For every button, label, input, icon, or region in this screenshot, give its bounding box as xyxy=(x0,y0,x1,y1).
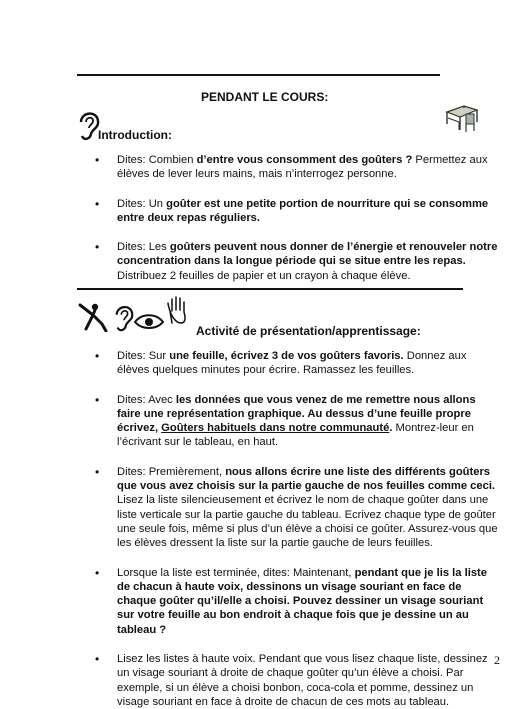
eye-icon xyxy=(134,314,164,330)
text-run: Dites: Un xyxy=(117,197,167,210)
stretching-figure-icon xyxy=(78,302,108,332)
bold-text-run: d’entre vous consomment des goûters ? xyxy=(196,154,413,166)
text-run: Dites: Les xyxy=(117,241,170,254)
intro-heading: Introduction: xyxy=(98,128,172,142)
bold-text-run: goûters peuvent nous donner de l’énergie et renouveler notre concentration dans la longue période qui se situe entre les repas. xyxy=(117,241,498,268)
text-run: Dites: Premièrement, xyxy=(117,465,226,478)
middle-rule xyxy=(77,288,463,290)
bullet-item xyxy=(117,153,499,182)
bullet-item xyxy=(117,240,499,283)
ear-icon xyxy=(113,302,135,333)
bullet-item xyxy=(117,652,501,709)
top-rule xyxy=(77,74,440,76)
bullet-item xyxy=(117,465,501,551)
intro-bullet-list xyxy=(117,153,499,283)
bold-text-run: goûter est une petite portion de nourriture qui se consomme entre deux repas réguliers. xyxy=(117,197,489,224)
text-run: Dites: Combien xyxy=(117,154,197,166)
text-run: Lisez la liste silencieusement et écrivez le nom de chaque goûter dans une liste verticale sur la partie gauche du tableau. Ecrivez chaque type de goûter une seule fois, même si plus d’un élève a choisi ce goûter. Assurez-vous que les élèves dressent la liste sur la partie gauche de leurs feuilles. xyxy=(117,494,498,550)
desk-chair-icon xyxy=(444,100,480,134)
text-run: Dites: Avec xyxy=(117,393,176,406)
text-run: Dites: Sur xyxy=(117,350,170,362)
bold-text-run: . xyxy=(389,422,393,435)
bold-text-run: pendant que je lis la liste de chacun à haute voix, dessinons un visage souriant en face de chaque goûter qu’il/elle a choisi. Pouvez dessiner un visage souriant sur votre feuille au bon endroit à chaque fois que je dessine un au tableau ? xyxy=(117,566,487,636)
section-title: PENDANT LE COURS: xyxy=(201,90,329,104)
bold-text-run: les données que vous venez de me remettre nous allons faire une représentation graphique. Au dessus d’une feuille propre écrivez, xyxy=(117,393,476,435)
text-run: Permettez aux élèves de lever leurs mains, mais n’interrogez personne. xyxy=(117,154,488,181)
bold-text-run: Goûters habituels dans notre communauté xyxy=(161,422,390,435)
bold-text-run: une feuille, écrivez 3 de vos goûters favoris. xyxy=(169,350,404,362)
text-run: Donnez aux élèves quelques minutes pour écrire. Ramassez les feuilles. xyxy=(117,350,467,377)
text-run: Lorsque la liste est terminée, dites: Maintenant, xyxy=(117,566,355,579)
bold-text-run: nous allons écrire une liste des différents goûters que vous avez choisis sur la partie gauche de nos feuilles comme ceci. xyxy=(117,465,496,493)
text-run: Lisez les listes à haute voix. Pendant que vous lisez chaque liste, dessinez un visage souriant à droite de chaque goûter qu’un élève a choisi. Par exemple, si un élève a choisi bonbon, coca-cola et pomme, dessinez un visage souriant en face à droite de chacun de ces mots au tableau. xyxy=(117,653,488,708)
hand-icon xyxy=(166,295,188,325)
activity-heading: Activité de présentation/apprentissage: xyxy=(196,324,421,338)
page-number: 2 xyxy=(494,653,500,667)
bullet-item xyxy=(117,566,501,637)
bullet-item xyxy=(117,197,499,226)
bullet-item xyxy=(117,349,501,378)
text-run: Distribuez 2 feuilles de papier et un crayon à chaque élève. xyxy=(117,269,411,282)
text-run: Montrez-leur en l’écrivant sur le tableau, en haut. xyxy=(117,422,474,449)
activity-bullet-list xyxy=(117,349,501,709)
bullet-item xyxy=(117,393,501,450)
